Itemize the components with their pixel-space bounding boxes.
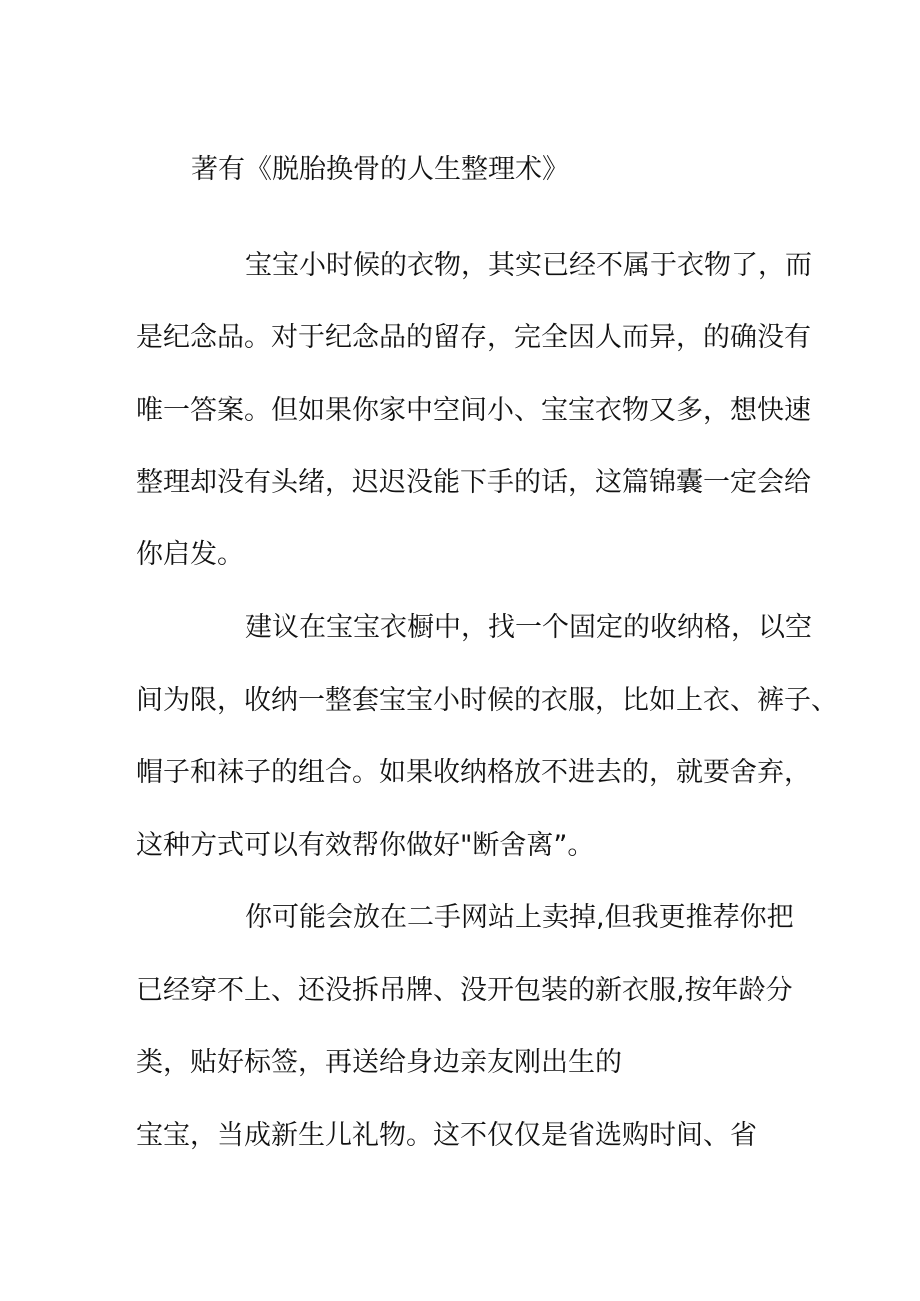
- text-line-6: 你启发。: [136, 539, 244, 570]
- text-line-1: 著有《脱胎换骨的人生整理术》: [191, 154, 569, 185]
- text-line-2: 宝宝小时候的衣物，其实已经不属于衣物了，而: [245, 250, 812, 281]
- text-line-13: 类，贴好标签，再送给身边亲友刚出生的: [136, 1047, 622, 1078]
- text-line-8: 间为限，收纳一整套宝宝小时候的衣服，比如上衣、裤子、: [136, 685, 838, 716]
- text-line-10: 这种方式可以有效帮你做好"断舍离”。: [136, 830, 595, 861]
- text-line-12: 已经穿不上、还没拆吊牌、没开包装的新衣服,按年龄分: [136, 975, 793, 1006]
- text-line-3: 是纪念品。对于纪念品的留存，完全因人而异，的确没有: [136, 322, 811, 353]
- text-line-14: 宝宝，当成新生儿礼物。这不仅仅是省选购时间、省: [136, 1120, 757, 1151]
- text-line-11: 你可能会放在二手网站上卖掉,但我更推荐你把: [245, 902, 794, 933]
- text-line-5: 整理却没有头绪，迟迟没能下手的话，这篇锦囊一定会给: [136, 467, 811, 498]
- text-line-4: 唯一答案。但如果你家中空间小、宝宝衣物又多，想快速: [136, 395, 811, 426]
- text-line-7: 建议在宝宝衣橱中，找一个固定的收纳格，以空: [245, 612, 812, 643]
- text-line-9: 帽子和袜子的组合。如果收纳格放不进去的，就要舍弃，: [136, 757, 811, 788]
